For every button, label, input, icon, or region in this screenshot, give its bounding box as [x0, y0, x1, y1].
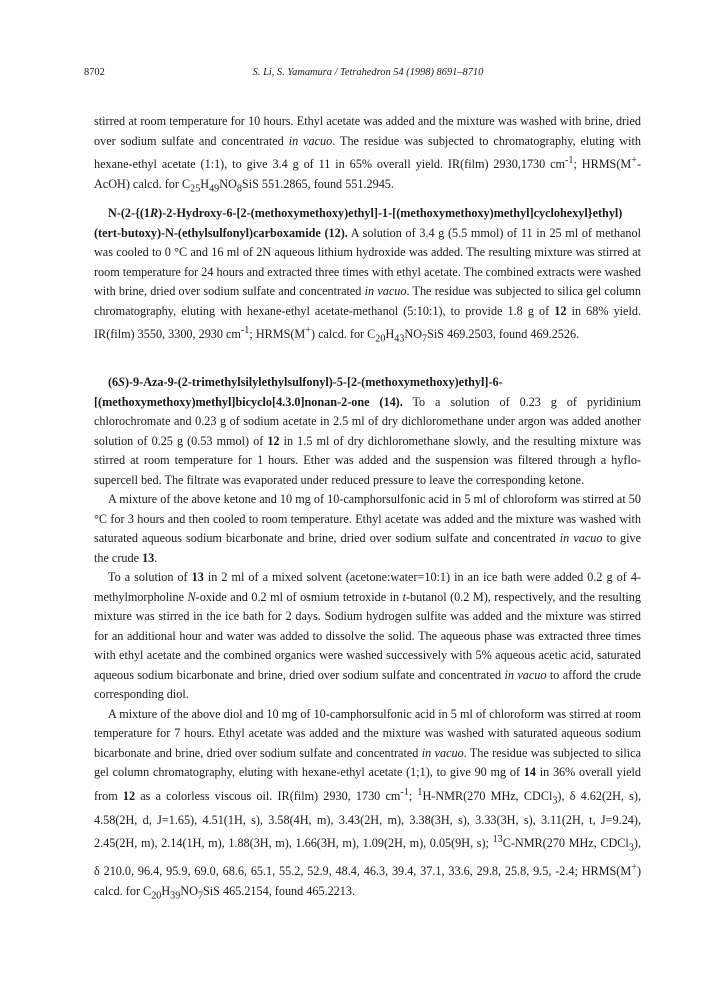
page-number: 8702 — [84, 67, 105, 78]
paragraph-compound-14-final: A mixture of the above diol and 10 mg of 10-camphorsulfonic acid in 5 ml of chloroform was stirred at room temperature for 7 hours. Ethyl acetate was added and the mixture was washed with saturated aqueous sodium bicarbonate and brine, dried over sodium sulfate and concentrated in vacuo. The residue was subjected to silica gel column chromatography, eluting with hexane-ethyl acetate (1;1), to give 90 mg of 14 in 36% overall yield from 12 as a colorless viscous oil. IR(film) 2930, 1730 $cm^{-1}$; $^1$H-NMR(270 MHz, CDCl$_3$), δ 4.62(2H, s), 4.58(2H, d, J=1.65), 4.51(1H, s), 3.58(4H, m), 3.43(2H, m), 3.38(3H, s), 3.33(3H, s), 3.11(2H, t, J=9.24), 2.45(2H, m), 2.14(1H, m), 1.88(3H, m), 1.66(3H, m), 1.09(2H, m), 0.05(9H, s); $^{13}$C-NMR(270 MHz, CDCl$_3$), δ 210.0, 96.4, 95.9, 69.0, 68.6, 65.1, 55.2, 52.9, 48.4, 46.3, 39.4, 37.1, 33.6, 29.8, 25.8, 9.5, -2.4; HRMS(M+) calcd. for $C_{20}H_{39}NO_7SiS$ 465.2154, found 465.2213. — [94, 706, 641, 901]
paragraph-crude-13: A mixture of the above ketone and 10 mg of 10-camphorsulfonic acid in 5 ml of chloroform was stirred at 50 °C for 3 hours and then cooled to room temperature. Ethyl acetate was added and the mixture was washed with saturated aqueous sodium bicarbonate and brine, dried over sodium sulfate and concentrated in vacuo to give the crude 13. — [94, 492, 641, 565]
page-header — [84, 65, 652, 81]
running-title: S. Li, S. Yamamura / Tetrahedron 54 (1998) 8691–8710 — [252, 67, 484, 78]
text-block-3 — [94, 373, 641, 906]
text-block-2 — [94, 204, 641, 349]
text-block-1 — [94, 112, 641, 199]
paragraph-compound-12: N-(2-{(1R)-2-Hydroxy-6-[2-(methoxymethoxy)ethyl]-1-[(methoxymethoxy)methyl]cyclohexyl}ethyl)(tert-butoxy)-N-(ethylsulfonyl)carboxamide (12). A solution of 3.4 g (5.5 mmol) of 11 in 25 ml of methanol was cooled to 0 °C and 16 ml of 2N aqueous lithium hydroxide was added. The resulting mixture was stirred at room temperature for 24 hours and extracted three times with ethyl acetate. The combined extracts were washed with brine, dried over sodium sulfate and concentrated in vacuo. The residue was subjected to silica gel column chromatography, eluting with hexane-ethyl acetate-methanol (5:10:1), to provide 1.8 g of 12 in 68% yield. IR(film) 3550, 3300, 2930 $cm^{-1}$; HRMS(M+) calcd. for $C_{20}H_{43}NO_7SiS$ 469.2503, found 469.2526. — [94, 206, 641, 345]
paragraph-compound-14-ketone: (6S)-9-Aza-9-(2-trimethylsilylethylsulfonyl)-5-[2-(methoxymethoxy)ethyl]-6-[(methoxymethoxy)methyl]bicyclo[4.3.0]nonan-2-one (14). To a solution of 0.23 g of pyridinium chlorochromate and 0.23 g of sodium acetate in 2.5 ml of dry dichloromethane under argon was added another solution of 0.25 g (0.53 mmol) of 12 in 1.5 ml of dry dichloromethane slowly, and the resulting mixture was stirred at room temperature for 1 hours. Ether was added and the suspension was filtered through a hyflo-supercell bed. The filtrate was evaporated under reduced pressure to leave the corresponding ketone. — [94, 375, 641, 487]
paragraph-compound-11-workup: stirred at room temperature for 10 hours. Ethyl acetate was added and the mixture was washed with brine, dried over sodium sulfate and concentrated in vacuo. The residue was subjected to chromatography, eluting with hexane-ethyl acetate (1:1), to give 3.4 g of 11 in 65% overall yield. IR(film) 2930,1730 $cm^{-1}$; HRMS(M+-AcOH) calcd. for $C_{25}H_{49}NO_8SiS$ 551.2865, found 551.2945. — [94, 114, 642, 194]
paragraph-diol: To a solution of 13 in 2 ml of a mixed solvent (acetone:water=10:1) in an ice bath were added 0.2 g of 4-methylmorpholine N-oxide and 0.2 ml of osmium tetroxide in t-butanol (0.2 M), respectively, and the resulting mixture was stirred in the ice bath for 2 days. Sodium hydrogen sulfite was added and the mixture was stirred for an additional hour and water was added to dissolve the solid. The aqueous phase was extracted three times with ethyl acetate and the combined organics were washed successively with 5% aqueous acetic acid, saturated aqueous sodium bicarbonate and brine, dried over sodium sulfate and concentrated in vacuo to afford the crude corresponding diol. — [94, 570, 641, 701]
